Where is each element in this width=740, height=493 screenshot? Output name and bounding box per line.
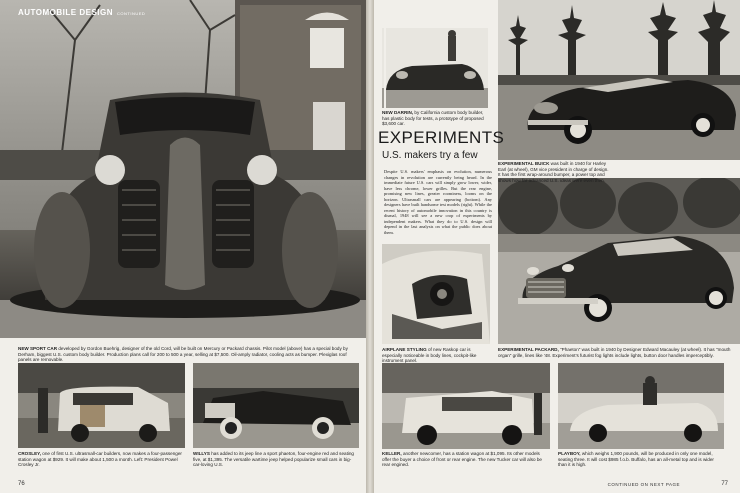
right-page xyxy=(374,0,740,493)
running-head-suffix: CONTINUED xyxy=(117,11,146,16)
caption-text: by California custom body builder, has plastic body for tests, a prototype of proposed $3,600 car. xyxy=(382,110,484,127)
caption-lead: CROSLEY, xyxy=(18,451,41,456)
running-head-title: AUTOMOBILE DESIGN xyxy=(18,8,114,17)
darrin-caption xyxy=(382,110,490,127)
caption-lead: NEW SPORT CAR xyxy=(18,346,58,351)
running-head xyxy=(18,8,145,17)
packard-caption xyxy=(498,347,736,358)
caption-lead: NEW DARRIN, xyxy=(382,110,414,115)
crosley-caption xyxy=(18,451,185,468)
caption-lead: EXPERIMENTAL PACKARD, xyxy=(498,347,559,352)
caption-text: developed by Gordon Buehrig, designer of the old Cord, will be built on Mercury or Packard chassis. Pilot model (above) has a special body by Derham, biggest U.S. custom body builder. Production plans call for 200 to 500 a year, selling at $7,500. Oil-amply radiator, cooling acts as bumper. Plexiglas roof panels are removable. xyxy=(18,346,348,363)
gutter xyxy=(366,0,374,493)
willys-photo xyxy=(193,363,359,448)
playboy-caption xyxy=(558,451,724,468)
caption-text: another newcomer, has a station wagon at $1,095. Its other models offer the buyer a choice of front or rear engine. The new Tucker car will also be rear engined. xyxy=(382,451,542,468)
article-subhead: U.S. makers try a few xyxy=(382,150,478,161)
buick-photo xyxy=(498,0,740,160)
caption-lead: KELLER, xyxy=(382,451,402,456)
caption-text: was built in 1940 for Harley Earl (at wheel), GM vice president in charge of design. It has the first wrap-around bumper, a power top and shows how far advanced U.S. ideas were even then. xyxy=(498,161,609,183)
packard-photo xyxy=(498,178,740,344)
caption-text: has added to its jeep line a sport phaeton, four-engine red and seating five, at $1,395. The versatile wartime jeep helped popularize small cars in big-car-loving U.S. xyxy=(193,451,354,468)
caption-lead: AIRPLANE STYLING xyxy=(382,347,427,352)
keller-photo xyxy=(382,363,550,449)
keller-caption xyxy=(382,451,550,468)
airplane-styling-caption xyxy=(382,347,490,364)
caption-lead: EXPERIMENTAL BUICK xyxy=(498,161,550,166)
caption-text: of new Raskop car is especially noticeable in body lines, cockpit-like instrument panel. xyxy=(382,347,477,364)
darrin-photo xyxy=(382,28,488,108)
caption-text: one of first U.S. ultrasmall-car builders, now makes a four-passenger station wagon at $929. It will make about 1,500 a month. Left: President Powel Crosley Jr. xyxy=(18,451,182,468)
sport-car-photo xyxy=(0,0,366,342)
page-number-right: 77 xyxy=(721,481,728,487)
willys-caption xyxy=(193,451,359,468)
crosley-photo xyxy=(18,363,185,448)
page-number-left: 76 xyxy=(18,481,25,487)
playboy-photo xyxy=(558,363,724,449)
caption-lead: WILLYS xyxy=(193,451,210,456)
article-body: Despite U.S. makers' emphasis on evolution, numerous changes in revolution are currently being heard. In the immediate future U.S. cars will simply grow lower, wider, have less chrome, lower grilles. But the rear engine, promising new lines, greater roominess, looms on the horizon. Ultrasmall cars are appearing (bottom). Any designers have built handsome test models (right). While the recent history of automobile innovation in this country is dismal, 1948 will see a new crop of experiments by independent makers. What they do to U.S. design will depend in the last analysis on what the public does about them. xyxy=(384,169,492,235)
article-headline: EXPERIMENTS xyxy=(378,128,505,147)
caption-text: which weighs 1,900 pounds, will be produced in only one model, seating three. It will cost $985 f.o.b. Buffalo, has an all-metal top and is wider than it is high. xyxy=(558,451,714,468)
buick-caption xyxy=(498,161,612,183)
left-page xyxy=(0,0,366,493)
sport-car-caption xyxy=(18,346,358,363)
airplane-styling-photo xyxy=(382,244,490,344)
caption-text: "Phaeton" was built in 1940 by Designer Edward Macauley (at wheel). It has "mouth organ" grille, lines like '48. Experiment's futurist fog lights include lights, button door handles imperceptibly. xyxy=(498,347,731,358)
continued-notice: CONTINUED ON NEXT PAGE xyxy=(607,482,680,487)
caption-lead: PLAYBOY, xyxy=(558,451,581,456)
